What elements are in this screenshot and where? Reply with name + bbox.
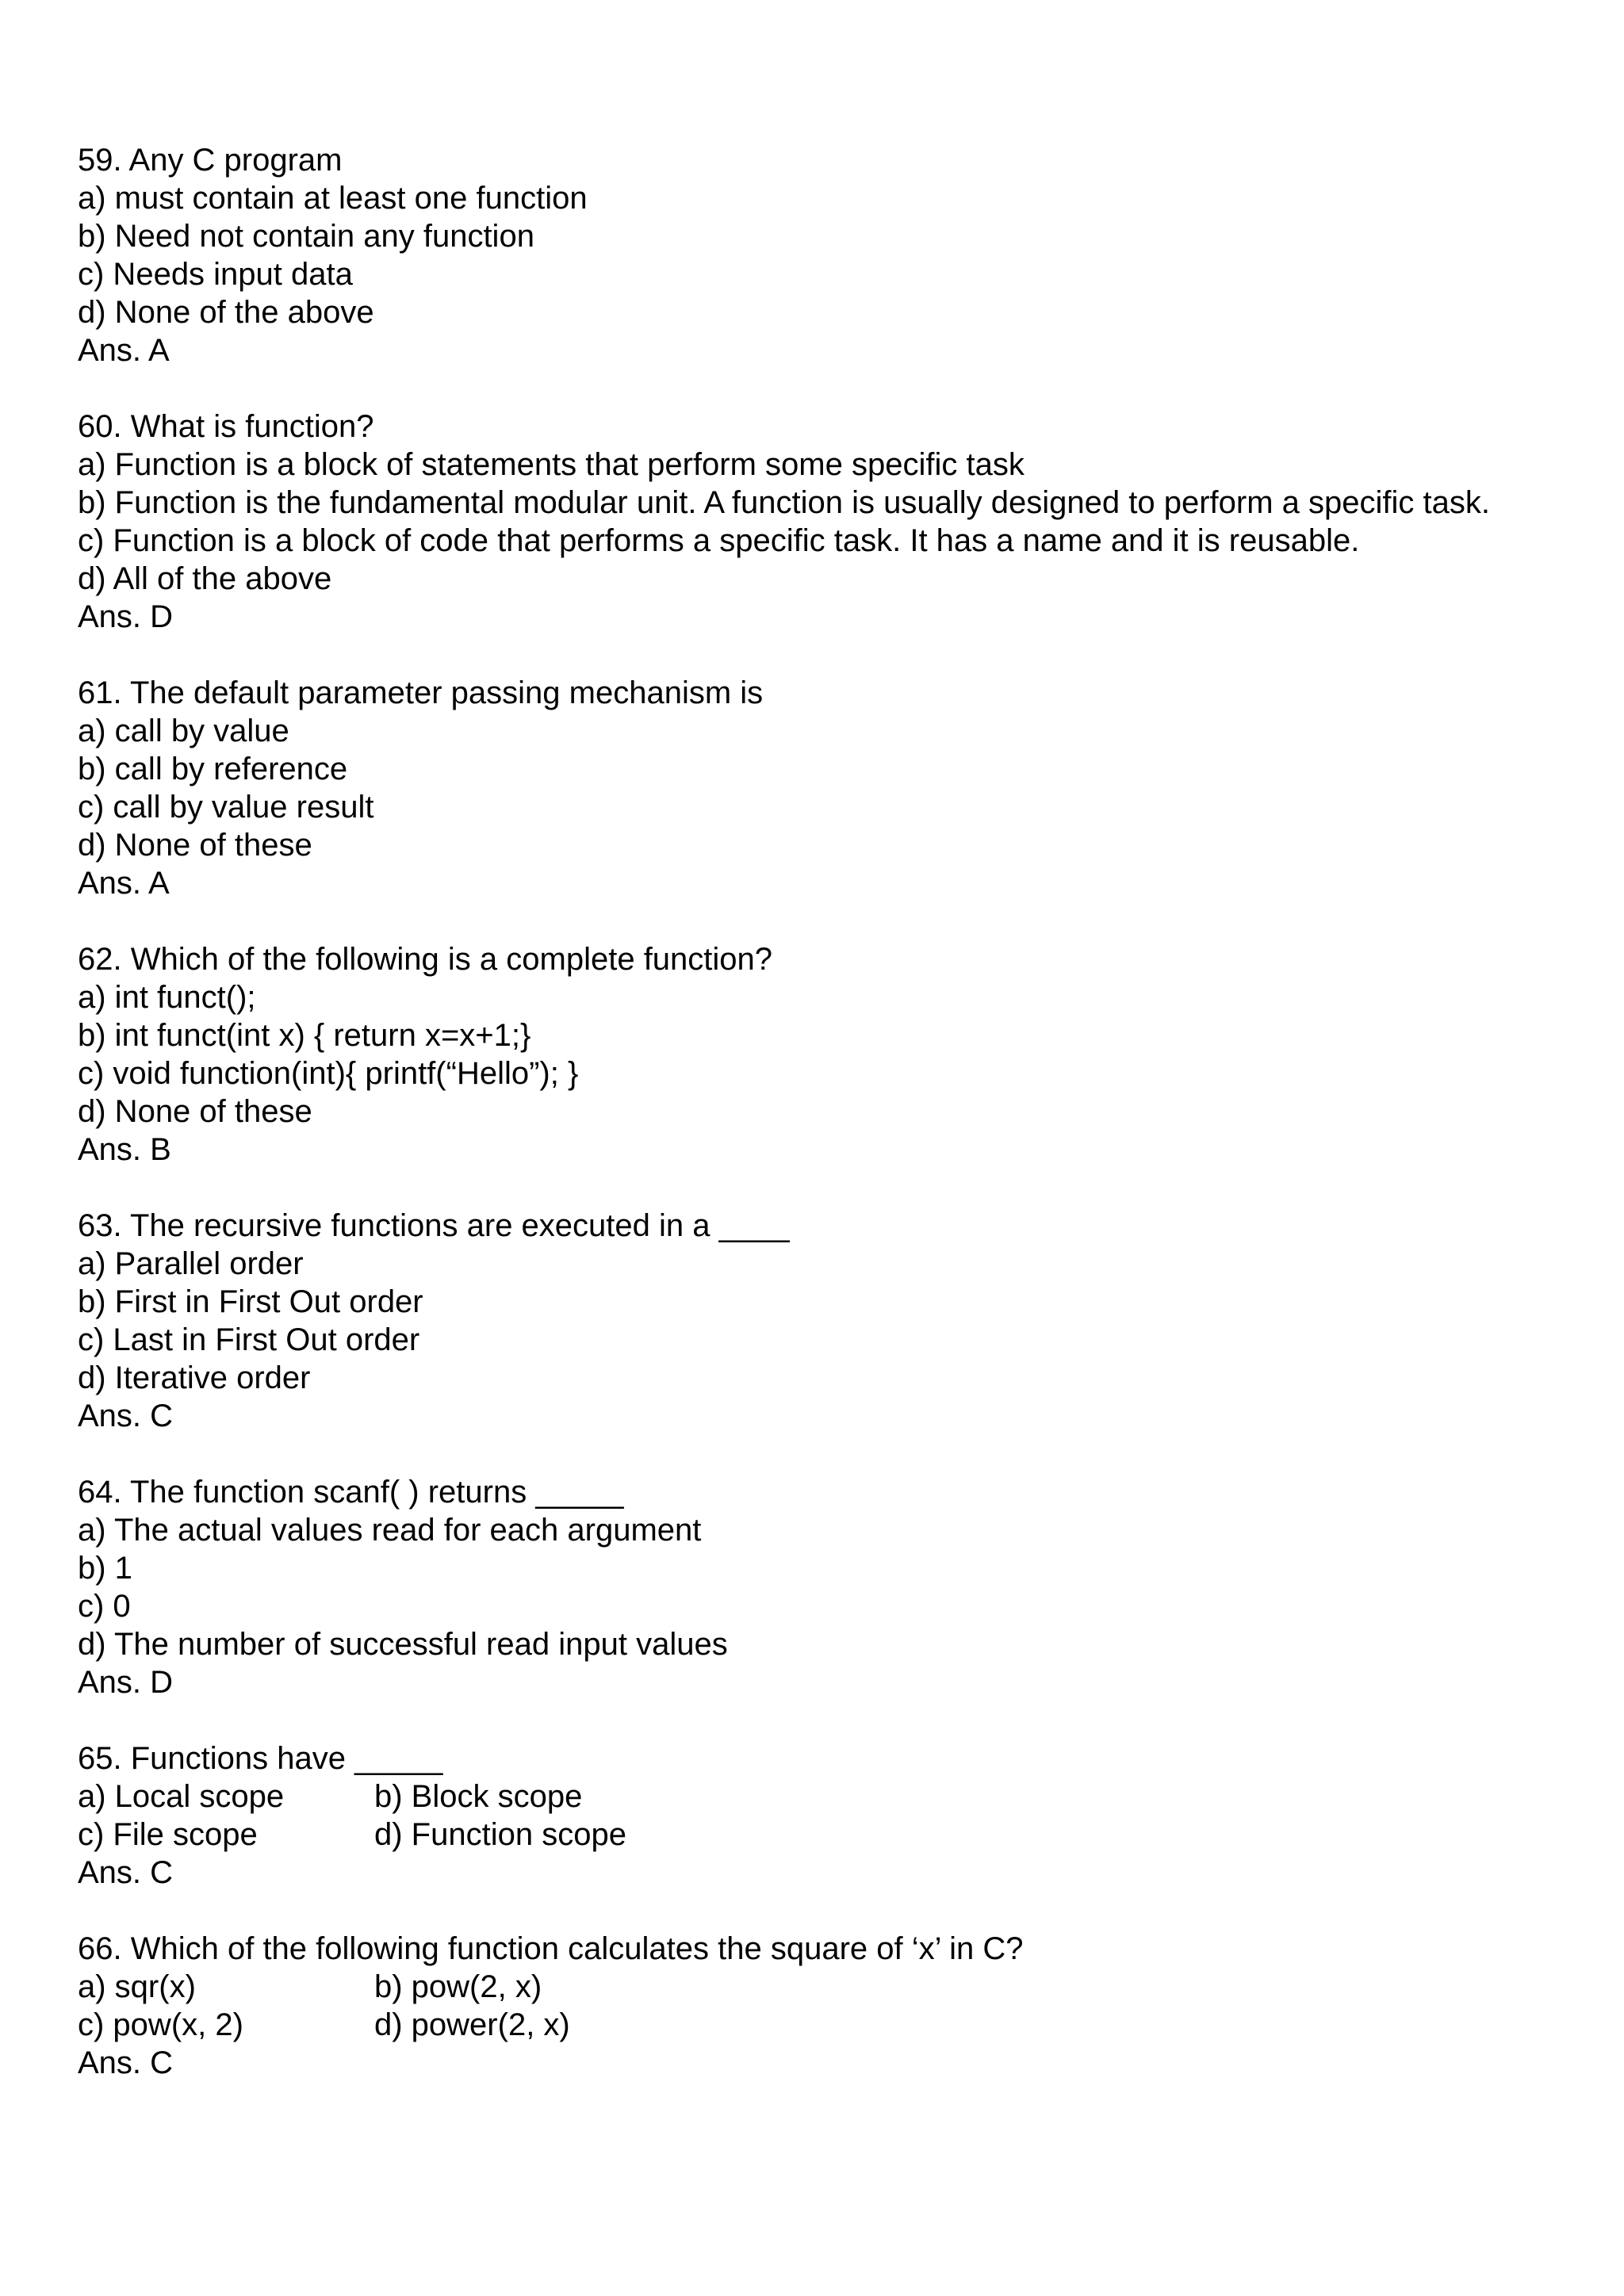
option-row <box>78 1777 1553 1816</box>
option-b: b) Need not contain any function <box>78 219 534 254</box>
option-c: c) call by value result <box>78 790 374 825</box>
question-list <box>78 141 1553 2120</box>
answer: Ans. D <box>78 599 174 634</box>
question-text: 60. What is function? <box>78 409 374 444</box>
option-d: d) None of these <box>78 828 312 863</box>
option-a: a) int funct(); <box>78 980 256 1015</box>
option-a: a) The actual values read for each argument <box>78 1513 702 1548</box>
option-row <box>78 1816 1553 1854</box>
option-c: c) File scope <box>78 1817 258 1852</box>
option-d: d) The number of successful read input values <box>78 1627 728 1662</box>
option-a: a) Function is a block of statements that perform some specific task <box>78 447 1025 482</box>
answer: Ans. A <box>78 333 170 368</box>
option-a: a) call by value <box>78 714 289 748</box>
option-b: b) pow(2, x) <box>374 1969 542 2004</box>
option-a: a) must contain at least one function <box>78 181 588 216</box>
answer: Ans. A <box>78 866 170 901</box>
option-d: d) Iterative order <box>78 1360 311 1395</box>
option-b: b) Block scope <box>374 1779 583 1814</box>
answer: Ans. D <box>78 1665 174 1700</box>
question-60 <box>78 408 1553 636</box>
option-a: a) Local scope <box>78 1779 285 1814</box>
option-d: d) power(2, x) <box>374 2007 570 2042</box>
option-row <box>78 1968 1553 2006</box>
question-64 <box>78 1473 1553 1701</box>
option-b: b) 1 <box>78 1551 132 1586</box>
option-a: a) Parallel order <box>78 1246 304 1281</box>
option-row <box>78 2006 1553 2044</box>
question-63 <box>78 1207 1553 1435</box>
answer: Ans. C <box>78 1855 174 1890</box>
question-61 <box>78 674 1553 902</box>
option-d: d) Function scope <box>374 1817 626 1852</box>
option-c: c) void function(int){ printf(“Hello”); } <box>78 1056 579 1091</box>
option-c: c) Function is a block of code that performs a specific task. It has a name and it is reusable. <box>78 523 1360 558</box>
answer: Ans. C <box>78 2045 174 2080</box>
option-c: c) Last in First Out order <box>78 1322 420 1357</box>
option-d: d) All of the above <box>78 561 332 596</box>
question-text: 59. Any C program <box>78 143 343 178</box>
question-59 <box>78 141 1553 369</box>
question-62 <box>78 940 1553 1169</box>
question-text: 63. The recursive functions are executed in a ____ <box>78 1208 790 1243</box>
question-text: 66. Which of the following function calculates the square of ‘x’ in C? <box>78 1931 1024 1966</box>
question-66 <box>78 1930 1553 2082</box>
option-d: d) None of the above <box>78 295 374 330</box>
answer: Ans. C <box>78 1399 174 1433</box>
question-text: 61. The default parameter passing mechanism is <box>78 675 764 710</box>
option-b: b) Function is the fundamental modular unit. A function is usually designed to perform a specific task. <box>78 485 1490 520</box>
option-d: d) None of these <box>78 1094 312 1129</box>
option-b: b) First in First Out order <box>78 1284 423 1319</box>
question-65 <box>78 1739 1553 1892</box>
option-a: a) sqr(x) <box>78 1969 196 2004</box>
question-text: 62. Which of the following is a complete function? <box>78 942 773 977</box>
option-c: c) pow(x, 2) <box>78 2007 243 2042</box>
option-c: c) Needs input data <box>78 257 353 292</box>
question-text: 64. The function scanf( ) returns _____ <box>78 1475 624 1510</box>
option-c: c) 0 <box>78 1589 131 1624</box>
answer: Ans. B <box>78 1132 171 1167</box>
question-text: 65. Functions have _____ <box>78 1741 443 1776</box>
option-b: b) int funct(int x) { return x=x+1;} <box>78 1018 531 1053</box>
option-b: b) call by reference <box>78 752 348 786</box>
